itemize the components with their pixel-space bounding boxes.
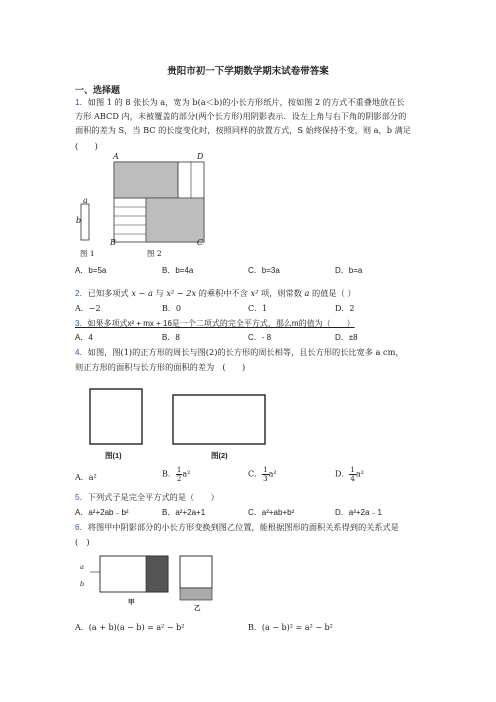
q4-option-d-tail: a² <box>355 469 364 479</box>
q4-fig1-caption: 图(1) <box>105 451 122 460</box>
label-D: D <box>197 152 204 161</box>
fig-jia-shade <box>146 556 168 592</box>
q1-option-d[interactable]: D．b=a <box>335 266 363 275</box>
q2-text-b: 与 <box>155 288 164 298</box>
q5-line <box>75 492 219 503</box>
q2-line <box>75 288 356 299</box>
question-number: 2． <box>75 289 88 298</box>
q4-option-c[interactable] <box>248 466 277 483</box>
label-C: C <box>197 238 204 247</box>
q2-option-c[interactable]: C．1 <box>248 304 268 313</box>
q5-option-d[interactable]: D．a²+2a﹣1 <box>335 508 382 517</box>
fraction-numerator: 1 <box>263 466 268 474</box>
q2-expr3: x² <box>250 288 259 298</box>
q3-option-b[interactable]: B．8 <box>162 333 180 342</box>
q4-option-c-tail: a² <box>268 469 277 479</box>
page-title: 贵阳市初一下学期数学期末试卷带答案 <box>167 66 329 77</box>
q4-option-d-prefix: D． <box>335 469 350 479</box>
q2-expr2: x² − 2x <box>166 288 197 298</box>
q4-line2: 则正方形的面积与长方形的面积的差为 ( ) <box>75 362 246 372</box>
fraction-denominator: 2 <box>176 475 182 483</box>
q2-option-d[interactable]: D．2 <box>335 304 355 313</box>
question-number: 5． <box>75 493 88 502</box>
label-b: b <box>76 216 82 225</box>
q1-text: 如图 1 的 8 张长为 a，宽为 b(a＜b)的小长方形纸片，按如图 2 的方式不重叠地放在长 <box>87 97 405 107</box>
q4-option-b-prefix: B． <box>162 469 176 479</box>
q4-fig2-caption: 图(2) <box>211 451 228 460</box>
q6-line2: ( ) <box>75 537 90 547</box>
label-a: a <box>83 196 88 205</box>
label-B: B <box>110 238 116 247</box>
q5-text: 下列式子是完全平方式的是（ ） <box>87 492 219 502</box>
q2-expr1: x − a <box>131 288 153 298</box>
q6-label-a: a <box>80 563 84 571</box>
q2-expr4: a <box>304 288 310 298</box>
q4-option-c-prefix: C． <box>248 469 263 479</box>
question-number: 6． <box>75 523 88 532</box>
q5-option-a[interactable]: A．a²+2ab﹣b² <box>75 508 129 517</box>
q2-option-b[interactable]: B．0 <box>162 304 181 313</box>
q3-option-a[interactable]: A．4 <box>75 333 93 342</box>
rectangle-shape <box>173 395 265 444</box>
q1-line4: ( ) <box>75 141 98 151</box>
fraction-denominator: 4 <box>350 475 355 483</box>
q2-text-e: 的值是（ ） <box>312 288 356 298</box>
q2-text-c: 的乘积中不含 <box>198 288 248 298</box>
q4-option-b[interactable] <box>162 466 190 483</box>
question-number: 3． <box>75 319 88 328</box>
q4-option-b-tail: a² <box>182 469 191 479</box>
fig-yi-shade <box>180 588 212 600</box>
q6-option-b[interactable]: B．(a − b)² = a² − b² <box>248 623 333 632</box>
q3-text: 如果多项式x² + mx + 16是一个二项式的完全平方式，那么m的值为（ ） <box>87 319 355 328</box>
shade-bottom-right <box>146 198 204 242</box>
q6-text: 将图甲中阴影部分的小长方形变换到图乙位置，能根据图形的面积关系得到的关系式是 <box>87 522 399 532</box>
q4-text: 如图，图(1)的正方形的周长与图(2)的长方形的周长相等，且长方形的长比宽多 a cm， <box>87 347 404 357</box>
question-number: 1． <box>75 98 88 107</box>
q2-text-a: 已知多项式 <box>87 288 129 298</box>
q6-caption-yi: 乙 <box>194 605 201 612</box>
fraction-numerator: 1 <box>176 466 182 474</box>
q3-line <box>75 318 355 329</box>
square-shape <box>90 389 142 444</box>
q5-option-b[interactable]: B．a²+2a+1 <box>162 508 206 517</box>
q4-option-a[interactable]: A．a² <box>75 473 97 482</box>
q6-option-a[interactable]: A．(a + b)(a − b) = a² − b² <box>75 623 185 632</box>
fraction-numerator: 1 <box>350 466 355 474</box>
fig-yi-rect <box>180 556 212 588</box>
q3-option-c[interactable]: C．- 8 <box>248 333 272 342</box>
fig1-rect <box>81 204 89 240</box>
q1-option-c[interactable]: C．b=3a <box>248 266 280 275</box>
q1-line3: 面积的差为 S，当 BC 的长度变化时，按照同样的放置方式，S 始终保持不变，则 a，b 满足 <box>75 125 411 135</box>
q5-option-c[interactable]: C．a²+ab+b² <box>248 508 295 517</box>
q6-label-b: b <box>80 580 85 588</box>
q4-option-d[interactable] <box>335 466 364 483</box>
q3-option-d[interactable]: D．±8 <box>335 333 358 342</box>
q6-caption-jia: 甲 <box>128 599 135 606</box>
label-A: A <box>113 152 119 161</box>
fig2-caption: 图 2 <box>147 249 162 258</box>
section-heading: 一、选择题 <box>75 85 121 95</box>
fraction-denominator: 3 <box>263 475 268 483</box>
q1-option-b[interactable]: B．b=4a <box>162 266 194 275</box>
q1-line1 <box>75 97 405 108</box>
shade-top-left <box>114 162 178 198</box>
q4-line1 <box>75 347 404 358</box>
q6-line1 <box>75 522 399 533</box>
question-number: 4． <box>75 348 88 357</box>
fig1-caption: 图 1 <box>80 249 95 258</box>
q1-line2: 方形 ABCD 内，未被覆盖的部分(两个长方形)用阴影表示．设左上角与右下角的阴影部分的 <box>75 111 407 121</box>
q1-option-a[interactable]: A．b=5a <box>75 266 107 275</box>
q2-option-a[interactable]: A．−2 <box>75 304 101 313</box>
q2-text-d: 项，则常数 <box>260 288 302 298</box>
